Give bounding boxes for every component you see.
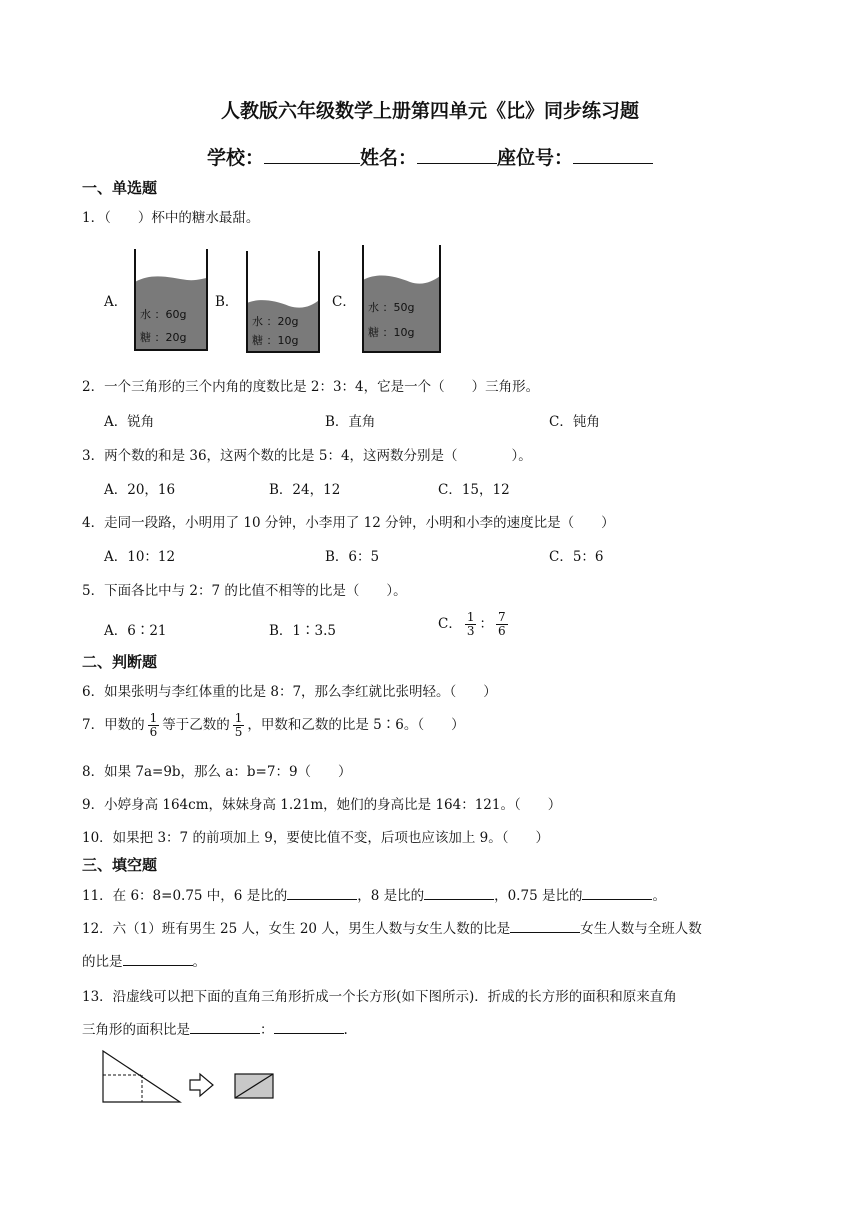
fraction-numerator: 1 [466,610,475,624]
q1-option-b-label: B． [215,294,239,310]
right-triangle-shape [103,1051,180,1102]
q11-text-4: 。 [652,888,666,904]
fraction-denominator: 6 [149,725,158,739]
answer-blank[interactable] [424,885,494,900]
q12-text-2: 女生人数与全班人数 [580,921,702,937]
q13-text-1: 三角形的面积比是 [82,1022,190,1038]
fraction-numerator: 1 [149,711,158,725]
page-title: 人教版六年级数学上册第四单元《比》同步练习题 [220,100,639,122]
q7-text-start: 7．甲数的 [82,717,145,733]
answer-blank[interactable] [123,951,193,966]
fraction-denominator: 6 [497,624,506,638]
fraction-denominator: 5 [234,725,243,739]
school-blank[interactable] [264,145,360,164]
question-7 [82,712,465,739]
seat-blank[interactable] [573,145,653,164]
question-12-line-1 [82,917,702,937]
answer-blank[interactable] [190,1019,260,1034]
fraction-one-third [465,611,477,638]
q3-option-a: A．20，16 [104,482,176,498]
q7-text-end: ，甲数和乙数的比是 5∶6。（ ） [247,717,465,733]
question-10: 10．如果把 3：7 的前项加上 9，要使比值不变，后项也应该加上 9。（ ） [82,830,549,846]
question-8: 8．如果 7a=9b，那么 a：b=7：9（ ） [82,764,352,780]
fraction-numerator: 1 [234,711,243,725]
cup-c-water: 水 ：50g [368,301,415,314]
answer-blank[interactable] [287,885,357,900]
fraction-denominator: 3 [466,624,475,638]
cup-a-water: 水 ：60g [140,308,187,321]
answer-blank[interactable] [274,1019,344,1034]
cup-b-illustration [244,248,324,356]
section-heading-fill-blank: 三、填空题 [82,856,158,874]
name-label: 姓名： [359,147,417,169]
q3-option-c: C．15，12 [438,482,510,498]
q1-option-c-label: C． [332,294,356,310]
q2-option-b: B．直角 [325,414,376,430]
question-11 [82,884,666,904]
question-13-line-2 [82,1018,348,1038]
question-3: 3．两个数的和是 36，这两个数的比是 5：4，这两数分别是（ ）。 [82,448,532,464]
triangle-fold-diagram [100,1048,280,1106]
name-blank[interactable] [417,145,497,164]
ratio-colon: ： [479,616,493,632]
q11-text-3: ，0.75 是比的 [494,888,583,904]
q5-option-c-label: C． [438,616,462,632]
q2-option-c: C．钝角 [549,414,600,430]
q7-text-middle: 等于乙数的 [162,717,230,733]
fraction-one-sixth [148,712,160,739]
cup-c-illustration [360,242,444,356]
q5-option-c [438,611,511,638]
q5-option-a: A．6∶21 [104,623,167,639]
cup-c-sugar: 糖 ：10g [368,326,415,339]
ratio-colon: ： [260,1022,274,1038]
q4-option-c: C．5：6 [549,549,604,565]
q12-text-4: 。 [192,954,206,970]
q4-option-b: B．6：5 [325,549,380,565]
q5-option-b: B．1∶3.5 [269,623,336,639]
fraction-one-fifth [233,712,245,739]
q4-option-a: A．10：12 [104,549,176,565]
question-1: 1．（ ）杯中的糖水最甜。 [82,210,260,226]
cup-b-sugar: 糖 ：10g [252,334,299,347]
section-heading-true-false: 二、判断题 [82,653,158,671]
question-9: 9．小婷身高 164cm，妹妹身高 1.21m，她们的身高比是 164：121。（ ） [82,797,562,813]
q3-option-b: B．24，12 [269,482,341,498]
cup-b-water: 水 ：20g [252,315,299,328]
cup-a-illustration [132,246,212,354]
q1-option-a-label: A． [104,294,128,310]
question-5: 5．下面各比中与 2：7 的比值不相等的比是（ ）。 [82,583,407,599]
question-6: 6．如果张明与李红体重的比是 8：7，那么李红就比张明轻。（ ） [82,684,497,700]
student-info-line [0,143,860,170]
school-label: 学校： [206,147,264,169]
q11-text-2: ，8 是比的 [357,888,425,904]
cup-a-sugar: 糖 ：20g [140,331,187,344]
fraction-seven-sixths [496,611,508,638]
arrow-right-icon [190,1074,213,1096]
fraction-numerator: 7 [497,610,506,624]
section-heading-single-choice: 一、单选题 [82,179,158,197]
question-4: 4．走同一段路，小明用了 10 分钟，小李用了 12 分钟，小明和小李的速度比是（ ） [82,515,615,531]
q11-text-1: 11．在 6：8=0.75 中，6 是比的 [82,888,288,904]
question-12-line-2 [82,950,206,970]
q12-text-3: 的比是 [82,954,123,970]
answer-blank[interactable] [582,885,652,900]
q12-text-1: 12．六（1）班有男生 25 人，女生 20 人，男生人数与女生人数的比是 [82,921,511,937]
q2-option-a: A．锐角 [104,414,155,430]
q13-text-end: . [343,1022,348,1038]
folded-rectangle-shape [235,1074,273,1098]
question-2: 2．一个三角形的三个内角的度数比是 2：3：4，它是一个（ ）三角形。 [82,379,540,395]
seat-label: 座位号： [497,147,574,169]
answer-blank[interactable] [510,918,580,933]
question-13-line-1: 13．沿虚线可以把下面的直角三角形折成一个长方形(如下图所示)．折成的长方形的面积和原来直角 [82,989,677,1005]
